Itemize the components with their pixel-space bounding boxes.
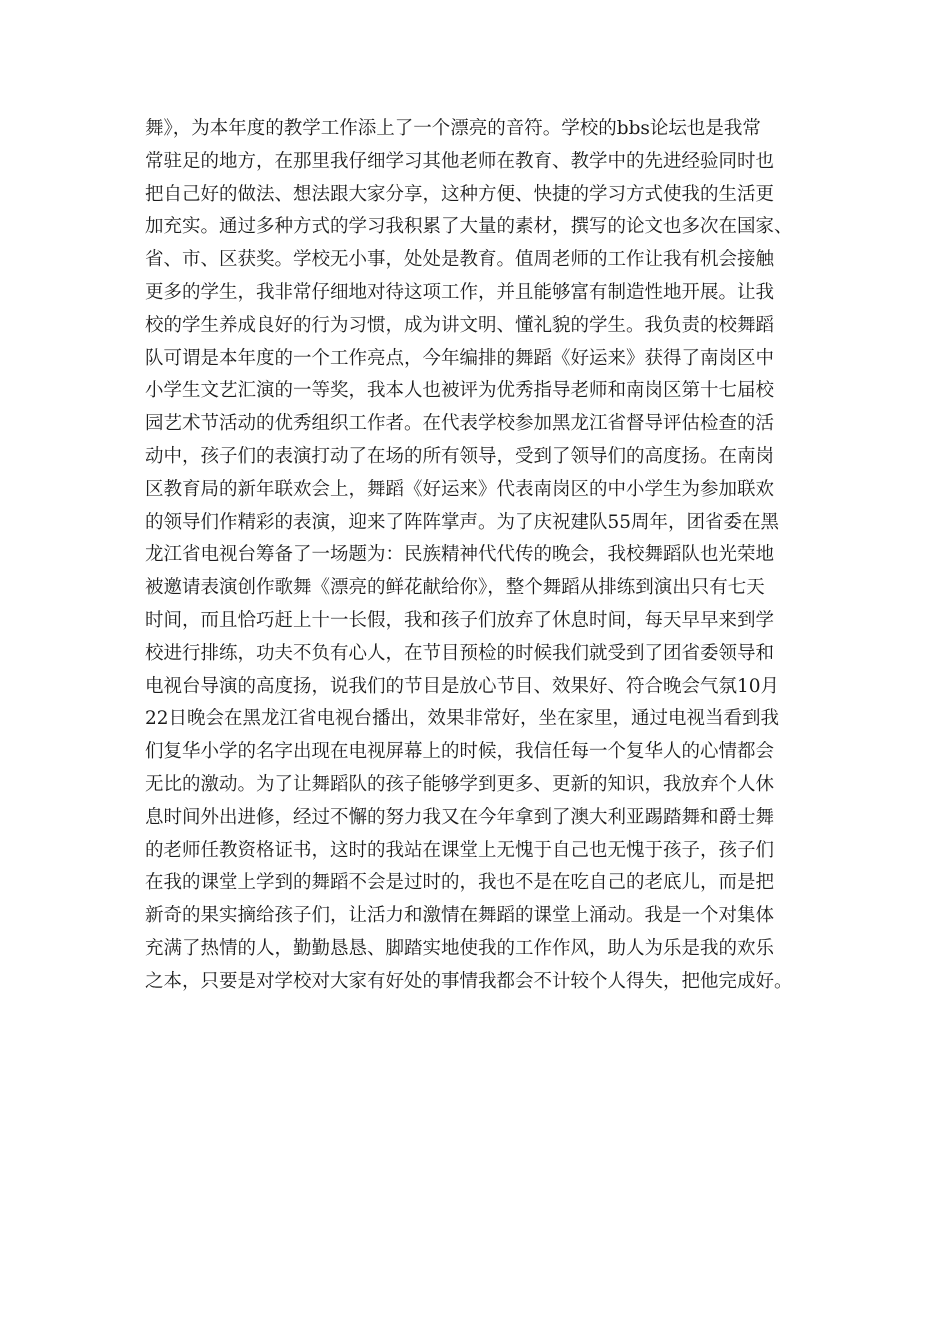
text-line: 在我的课堂上学到的舞蹈不会是过时的，我也不是在吃自己的老底儿，而是把 bbox=[145, 872, 775, 894]
text-line: 充满了热情的人，勤勤恳恳、脚踏实地使我的工作作风，助人为乐是我的欢乐 bbox=[145, 937, 775, 959]
text-line: 校的学生养成良好的行为习惯，成为讲文明、懂礼貌的学生。我负责的校舞蹈 bbox=[145, 314, 775, 336]
text-line: 的领导们作精彩的表演，迎来了阵阵掌声。为了庆祝建队55周年，团省委在黑 bbox=[145, 511, 780, 533]
text-line: 把自己好的做法、想法跟大家分享，这种方便、快捷的学习方式使我的生活更 bbox=[145, 183, 775, 205]
text-line: 们复华小学的名字出现在电视屏幕上的时候，我信任每一个复华人的心情都会 bbox=[145, 741, 775, 763]
text-line: 新奇的果实摘给孩子们，让活力和激情在舞蹈的课堂上涌动。我是一个对集体 bbox=[145, 905, 775, 927]
text-line: 省、市、区获奖。学校无小事，处处是教育。值周老师的工作让我有机会接触 bbox=[145, 249, 775, 271]
text-line: 之本，只要是对学校对大家有好处的事情我都会不计较个人得失，把他完成好。 bbox=[145, 970, 793, 992]
text-line: 龙江省电视台筹备了一场题为：民族精神代代传的晚会，我校舞蹈队也光荣地 bbox=[145, 544, 775, 566]
text-line: 的老师任教资格证书，这时的我站在课堂上无愧于自己也无愧于孩子，孩子们 bbox=[145, 839, 775, 861]
text-line: 园艺术节活动的优秀组织工作者。在代表学校参加黑龙江省督导评估检查的活 bbox=[145, 413, 775, 435]
text-line: 动中，孩子们的表演打动了在场的所有领导，受到了领导们的高度扬。在南岗 bbox=[145, 445, 775, 467]
text-line: 舞》，为本年度的教学工作添上了一个漂亮的音符。学校的bbs论坛也是我常 bbox=[145, 118, 761, 139]
text-line: 息时间外出进修，经过不懈的努力我又在今年拿到了澳大利亚踢踏舞和爵士舞 bbox=[145, 806, 775, 828]
text-line: 区教育局的新年联欢会上，舞蹈《好运来》代表南岗区的中小学生为参加联欢 bbox=[145, 478, 775, 500]
body-paragraph bbox=[145, 113, 810, 999]
text-line: 电视台导演的高度扬，说我们的节目是放心节目、效果好、符合晚会气氛10月 bbox=[145, 675, 780, 697]
text-line: 更多的学生，我非常仔细地对待这项工作，并且能够富有制造性地开展。让我 bbox=[145, 281, 775, 303]
text-line: 校进行排练，功夫不负有心人，在节目预检的时候我们就受到了团省委领导和 bbox=[145, 642, 775, 664]
text-line: 22日晚会在黑龙江省电视台播出，效果非常好，坐在家里，通过电视当看到我 bbox=[145, 708, 780, 730]
text-line: 小学生文艺汇演的一等奖，我本人也被评为优秀指导老师和南岗区第十七届校 bbox=[145, 380, 775, 402]
text-line: 无比的激动。为了让舞蹈队的孩子能够学到更多、更新的知识，我放弃个人休 bbox=[145, 773, 775, 795]
text-line: 常驻足的地方，在那里我仔细学习其他老师在教育、教学中的先进经验同时也 bbox=[145, 150, 775, 172]
text-line: 加充实。通过多种方式的学习我积累了大量的素材，撰写的论文也多次在国家、 bbox=[145, 216, 793, 238]
text-line: 时间，而且恰巧赶上十一长假，我和孩子们放弃了休息时间，每天早早来到学 bbox=[145, 609, 775, 631]
text-line: 队可谓是本年度的一个工作亮点，今年编排的舞蹈《好运来》获得了南岗区中 bbox=[145, 347, 775, 369]
text-line: 被邀请表演创作歌舞《漂亮的鲜花献给你》，整个舞蹈从排练到演出只有七天 bbox=[145, 577, 765, 599]
